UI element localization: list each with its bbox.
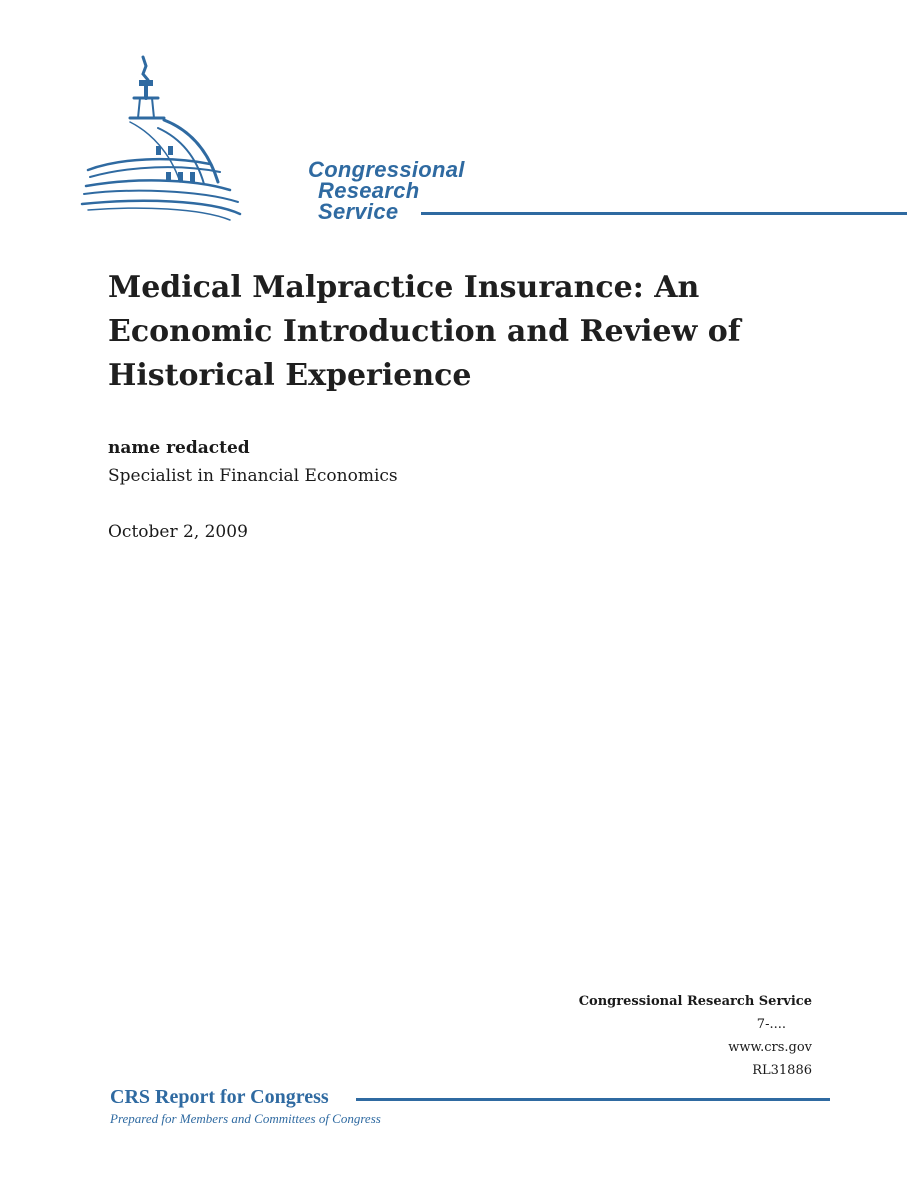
crs-logo xyxy=(80,52,840,227)
capitol-dome-icon xyxy=(80,52,310,227)
footer-subtitle: Prepared for Members and Committees of Congress xyxy=(110,1111,381,1126)
author-name: name redacted xyxy=(108,438,250,458)
logo-word-service: Service xyxy=(318,199,399,224)
report-date: October 2, 2009 xyxy=(108,522,248,542)
report-number: RL31886 xyxy=(752,1063,812,1078)
publisher-phone: 7-.... xyxy=(756,1017,786,1032)
logo-word-research: Research xyxy=(318,178,420,203)
publisher-org: Congressional Research Service xyxy=(578,994,812,1009)
report-title: Medical Malpractice Insurance: An Economic Introduction and Review of Historical Experience xyxy=(108,270,741,393)
publisher-block xyxy=(579,990,812,1082)
author-role: Specialist in Financial Economics xyxy=(108,466,398,486)
publisher-website[interactable]: www.crs.gov xyxy=(728,1040,812,1055)
footer-rule xyxy=(356,1098,830,1101)
logo-word-congressional: Congressional xyxy=(308,157,465,182)
footer-title: CRS Report for Congress xyxy=(110,1086,329,1108)
logo-rule xyxy=(421,212,907,215)
